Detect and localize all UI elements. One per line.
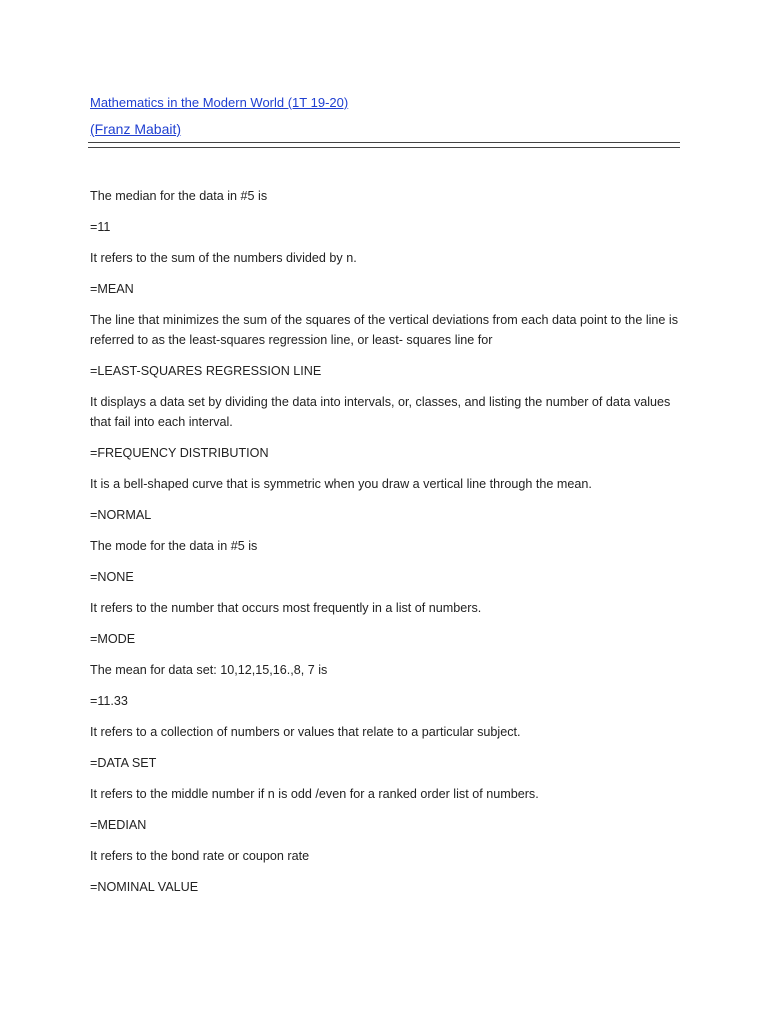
question-paragraph: It refers to the sum of the numbers divided by n.: [90, 251, 357, 265]
answer-paragraph: =MEAN: [90, 282, 134, 296]
question-paragraph: It refers to the bond rate or coupon rate: [90, 849, 310, 863]
answer-paragraph: =MODE: [90, 632, 136, 646]
question-paragraph: It refers to the number that occurs most frequently in a list of numbers.: [90, 601, 482, 615]
course-title-link[interactable]: Mathematics in the Modern World (1T 19-20): [90, 95, 349, 110]
answer-paragraph: =LEAST-SQUARES REGRESSION LINE: [90, 364, 322, 378]
question-paragraph: The line that minimizes the sum of the squares of the vertical deviations from each data point to the line is referred to as the least-squares regression line, or least- squares line for: [90, 313, 679, 347]
question-paragraph: The median for the data in #5 is: [90, 189, 268, 203]
answer-paragraph: =11: [90, 220, 111, 234]
document-header: [90, 94, 680, 138]
header-divider: [88, 142, 680, 148]
question-paragraph: It is a bell-shaped curve that is symmetric when you draw a vertical line through the mean.: [90, 477, 592, 491]
answer-paragraph: =NORMAL: [90, 508, 152, 522]
answer-paragraph: =NOMINAL VALUE: [90, 880, 199, 894]
question-paragraph: The mode for the data in #5 is: [90, 539, 258, 553]
answer-paragraph: =FREQUENCY DISTRIBUTION: [90, 446, 269, 460]
question-paragraph: It refers to the middle number if n is odd /even for a ranked order list of numbers.: [90, 787, 539, 801]
answer-paragraph: =NONE: [90, 570, 134, 584]
answer-paragraph: =11.33: [90, 694, 128, 708]
question-paragraph: The mean for data set: 10,12,15,16.,8, 7 is: [90, 663, 328, 677]
answer-paragraph: =DATA SET: [90, 756, 157, 770]
answer-paragraph: =MEDIAN: [90, 818, 147, 832]
document-body: [90, 186, 690, 908]
question-paragraph: It refers to a collection of numbers or values that relate to a particular subject.: [90, 725, 521, 739]
question-paragraph: It displays a data set by dividing the data into intervals, or, classes, and listing the number of data values that fail into each interval.: [90, 395, 671, 429]
author-link[interactable]: (Franz Mabait): [90, 121, 182, 137]
